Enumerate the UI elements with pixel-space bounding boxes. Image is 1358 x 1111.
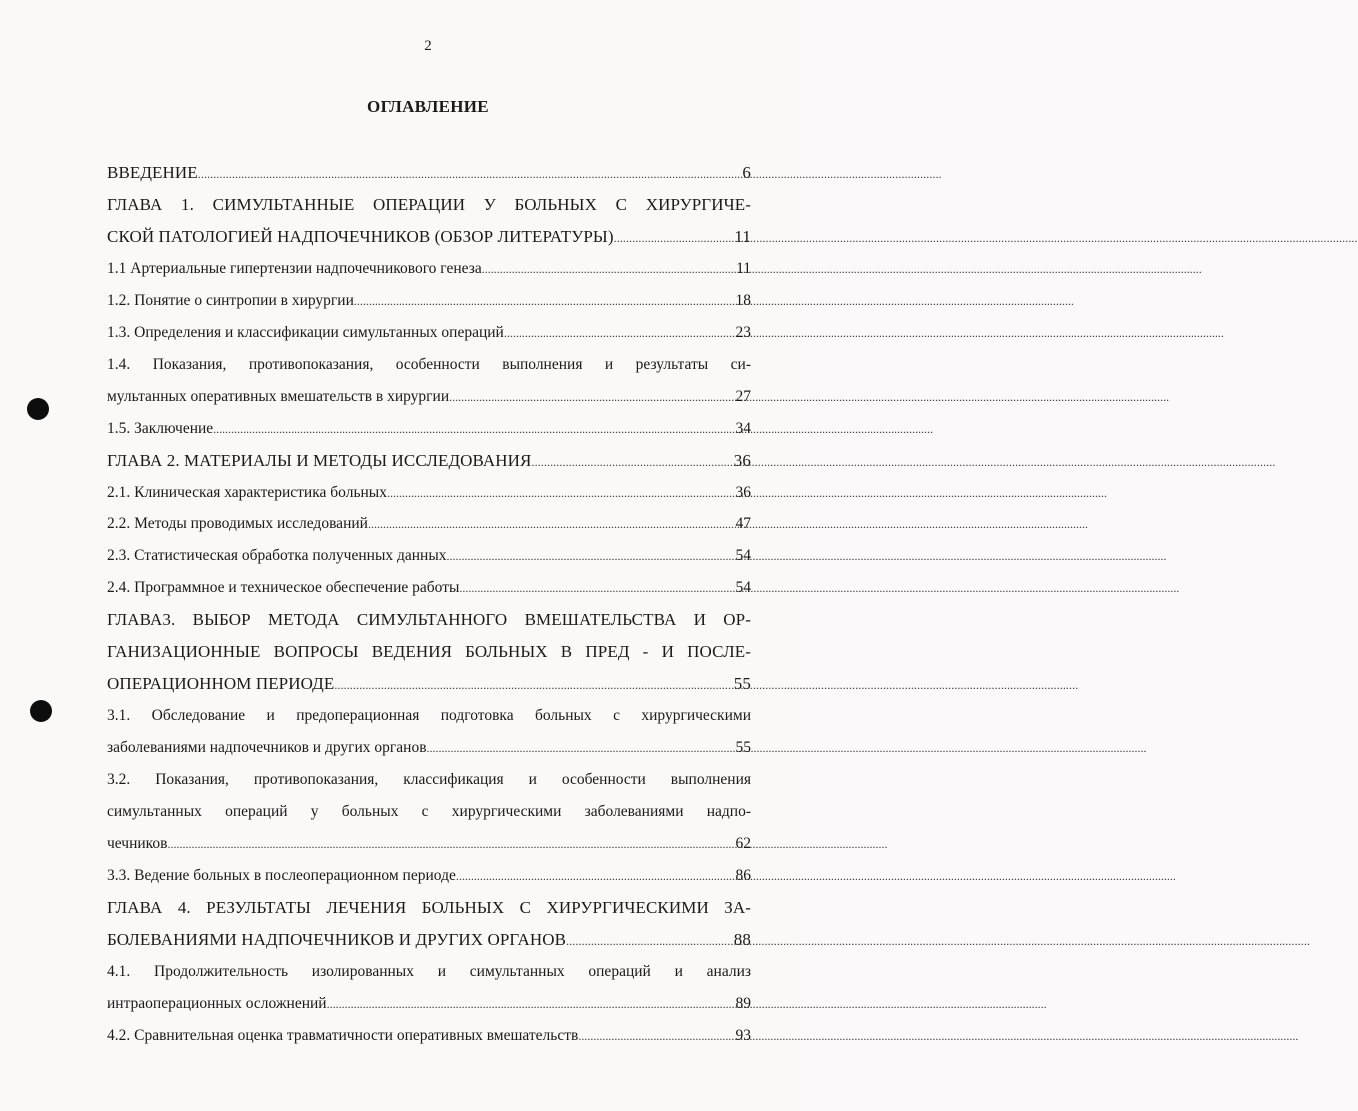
toc-leader-dots [456, 864, 735, 888]
toc-leader-dots [387, 481, 735, 505]
toc-entry-text: 3.2. Показания, противопоказания, классификация и особенности выполнения [107, 771, 751, 789]
toc-leader-dots [334, 673, 732, 697]
toc-page-number: 11 [736, 259, 751, 277]
toc-entry-text: 1.4. Показания, противопоказания, особенности выполнения и результаты си- [107, 355, 751, 373]
toc-entry-text: ОПЕРАЦИОННОМ ПЕРИОДЕ [107, 674, 335, 694]
toc-leader-dots [578, 1024, 734, 1048]
toc-section-line [107, 417, 751, 441]
toc-leader-dots [566, 929, 733, 953]
toc-chapter-line [107, 161, 751, 185]
toc-chapter-line [107, 928, 751, 952]
toc-page-number: 54 [735, 547, 751, 565]
toc-page-number: 89 [735, 994, 751, 1012]
toc-section-line [107, 289, 751, 313]
toc-page-number: 11 [734, 226, 751, 246]
punch-hole-top [27, 398, 49, 420]
toc-leader-dots [213, 417, 734, 441]
toc-entry-text: 1.2. Понятие о синтропии в хирургии [107, 291, 354, 309]
toc-page-number: 47 [735, 515, 751, 533]
toc-page-number: 55 [733, 674, 751, 694]
toc-page-number: 55 [735, 739, 751, 757]
toc-page-number: 34 [735, 419, 751, 437]
toc-section-line [107, 736, 751, 760]
toc-entry-text: симультанных операций у больных с хирургическими заболеваниями надпо- [107, 803, 751, 820]
toc-entry-text: 3.1. Обследование и предоперационная подготовка больных с хирургическими [107, 707, 751, 725]
toc-leader-dots [354, 289, 735, 313]
toc-leader-dots [368, 512, 735, 536]
page-number: 2 [424, 38, 432, 54]
toc-section-line [107, 768, 751, 792]
toc-leader-dots [459, 576, 734, 600]
toc-leader-dots [447, 544, 735, 568]
toc-chapter-line [107, 449, 751, 473]
toc-leader-dots [614, 226, 734, 250]
toc-entry-text: ГАНИЗАЦИОННЫЕ ВОПРОСЫ ВЕДЕНИЯ БОЛЬНЫХ В ПРЕД - И ПОСЛЕ- [107, 642, 751, 662]
toc-section-line [107, 257, 751, 281]
toc-leader-dots [531, 450, 732, 474]
toc-page-number: 23 [735, 323, 751, 341]
toc-section-line [107, 832, 751, 856]
toc-page-number: 36 [735, 483, 751, 501]
toc-entry-text: БОЛЕВАНИЯМИ НАДПОЧЕЧНИКОВ И ДРУГИХ ОРГАНОВ [107, 929, 567, 949]
toc-section-line [107, 576, 751, 600]
toc-section-line [107, 800, 751, 824]
toc-leader-dots [198, 162, 742, 186]
toc-entry-text: ГЛАВА 2. МАТЕРИАЛЫ И МЕТОДЫ ИССЛЕДОВАНИЯ [107, 450, 532, 470]
toc-chapter-line [107, 896, 751, 920]
toc-page-number: 27 [735, 387, 751, 405]
toc-entry-text: интраоперационных осложнений [107, 994, 327, 1012]
toc-section-line [107, 481, 751, 505]
toc-section-line [107, 704, 751, 728]
toc-entry-text: 2.4. Программное и техническое обеспечение работы [107, 579, 460, 597]
toc-page-number: 88 [733, 929, 751, 949]
toc-leader-dots [449, 385, 734, 409]
toc-entry-text: заболеваниями надпочечников и других органов [107, 739, 427, 757]
toc-entry-text: чечников [107, 834, 168, 852]
toc-entry-text: 1.5. Заключение [107, 419, 214, 437]
toc-section-line [107, 385, 751, 409]
toc-section-line [107, 353, 751, 377]
toc-entry-text: 3.3. Ведение больных в послеоперационном периоде [107, 866, 456, 884]
toc-chapter-line [107, 608, 751, 632]
toc-section-line [107, 864, 751, 888]
toc-page-number: 62 [735, 834, 751, 852]
toc-leader-dots [504, 321, 735, 345]
toc-section-line [107, 992, 751, 1016]
toc-entry-text: 2.3. Статистическая обработка полученных данных [107, 547, 447, 565]
toc-chapter-line [107, 672, 751, 696]
toc-section-line [107, 960, 751, 984]
toc-page-number: 93 [735, 1026, 751, 1044]
toc-chapter-line [107, 640, 751, 664]
toc-page-number: 6 [742, 163, 751, 182]
punch-hole-bottom [30, 700, 52, 722]
toc-page-number: 86 [735, 866, 751, 884]
toc-entry-text: ГЛАВА 1. СИМУЛЬТАННЫЕ ОПЕРАЦИИ У БОЛЬНЫХ С ХИРУРГИЧЕ- [107, 194, 751, 214]
toc-page-number: 18 [735, 291, 751, 309]
toc-entry-text: ВВЕДЕНИЕ [107, 163, 198, 182]
toc-title: ОГЛАВЛЕНИЕ [367, 97, 489, 116]
toc-entry-text: 2.1. Клиническая характеристика больных [107, 483, 387, 501]
toc-page-number: 54 [735, 579, 751, 597]
toc-chapter-line [107, 193, 751, 217]
toc-entry-text: 4.2. Сравнительная оценка травматичности оперативных вмешательств [107, 1026, 579, 1044]
toc-section-line [107, 321, 751, 345]
toc-leader-dots [168, 832, 735, 856]
toc-leader-dots [427, 736, 735, 760]
toc-entry-text: 4.1. Продолжительность изолированных и симультанных операций и анализ [107, 962, 751, 980]
toc-leader-dots [482, 257, 735, 281]
toc-page-number: 36 [733, 450, 751, 470]
toc-entry-text: ГЛАВА 4. РЕЗУЛЬТАТЫ ЛЕЧЕНИЯ БОЛЬНЫХ С ХИРУРГИЧЕСКИМИ ЗА- [107, 897, 751, 917]
toc-section-line [107, 544, 751, 568]
toc-section-line [107, 1024, 751, 1048]
toc-entry-text: 1.3. Определения и классификации симультанных операций [107, 323, 504, 341]
toc-leader-dots [327, 992, 735, 1016]
toc-entry-text: 1.1 Артериальные гипертензии надпочечникового генеза [107, 259, 482, 277]
toc-entry-text: 2.2. Методы проводимых исследований [107, 515, 368, 533]
toc-entry-text: ГЛАВА3. ВЫБОР МЕТОДА СИМУЛЬТАННОГО ВМЕШАТЕЛЬСТВА И ОР- [107, 610, 751, 630]
toc-entry-text: мультанных оперативных вмешательств в хирургии [107, 387, 450, 405]
toc-section-line [107, 512, 751, 536]
toc-chapter-line [107, 225, 751, 249]
toc-entry-text: СКОЙ ПАТОЛОГИЕЙ НАДПОЧЕЧНИКОВ (ОБЗОР ЛИТЕРАТУРЫ) [107, 226, 614, 246]
